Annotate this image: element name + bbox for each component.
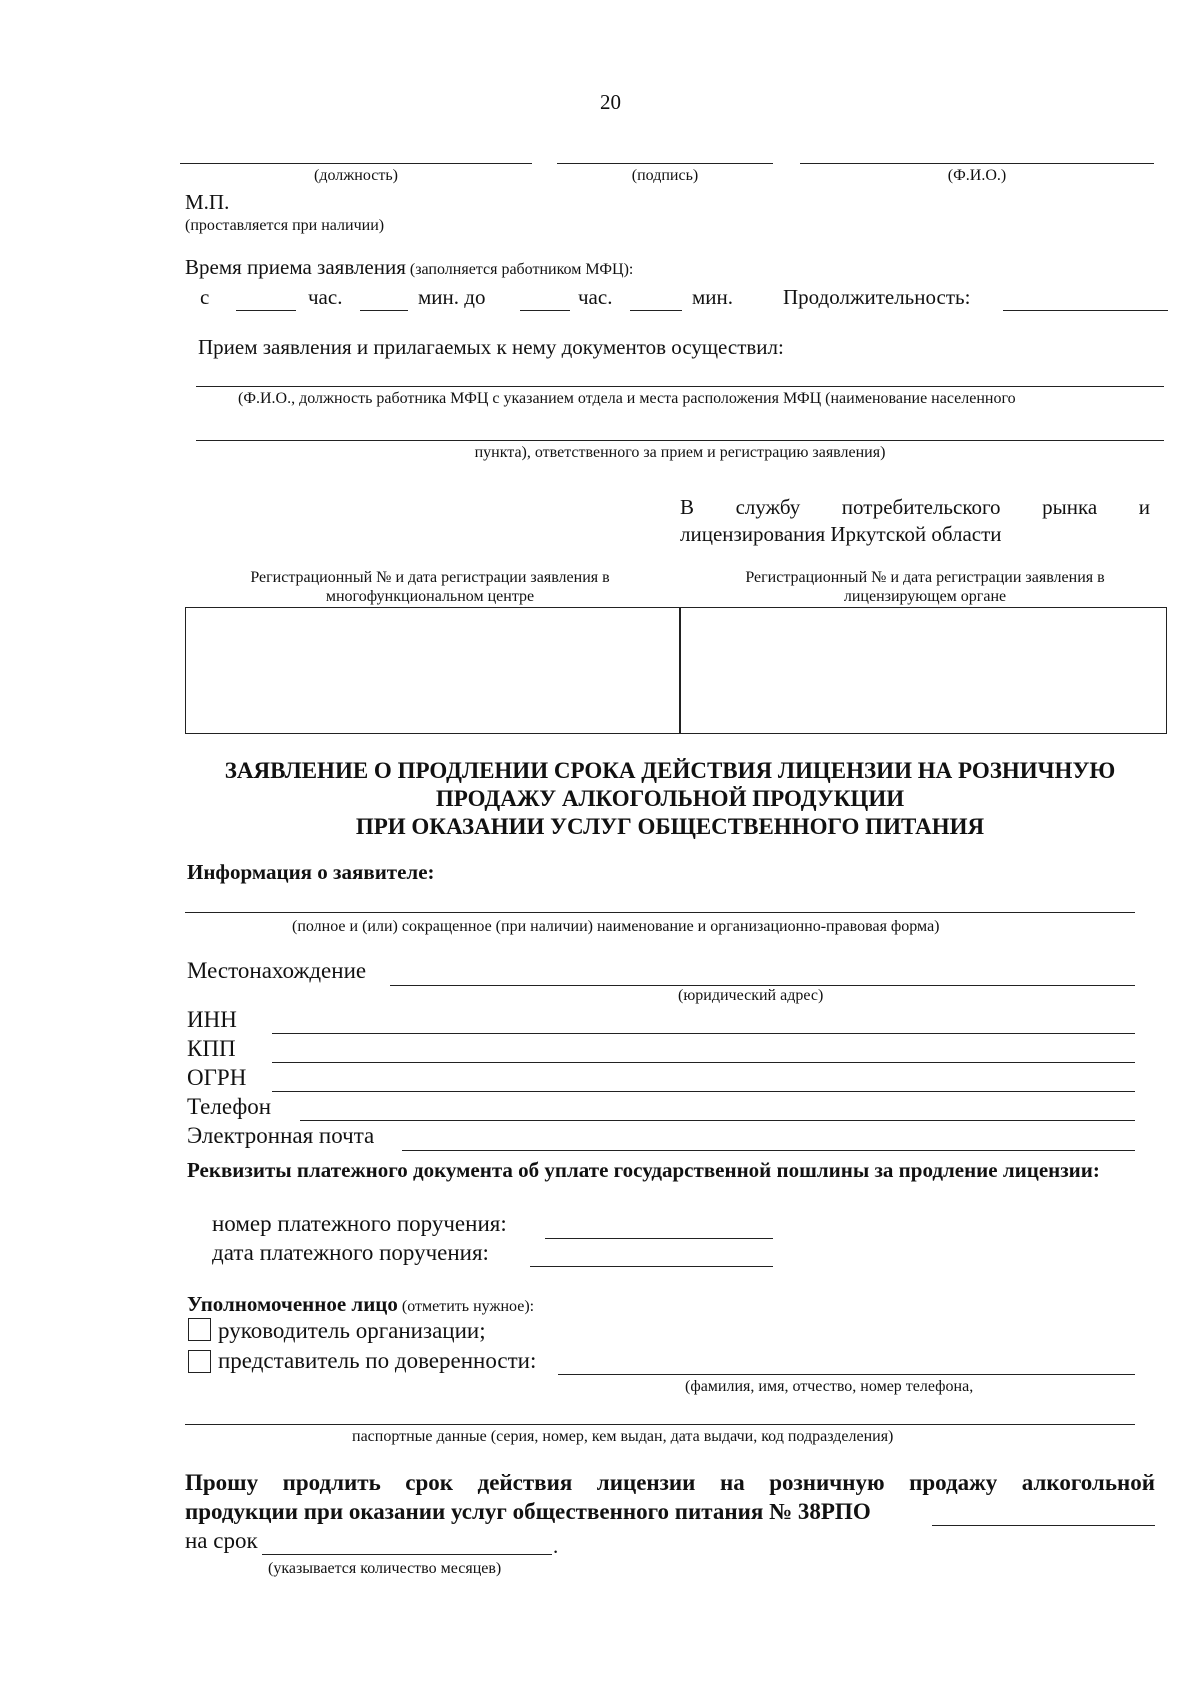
accepted-by-line-2[interactable] bbox=[196, 440, 1164, 441]
kpp-label: КПП bbox=[187, 1036, 236, 1061]
hours-label-2: час. bbox=[578, 285, 613, 309]
location-label: Местонахождение bbox=[187, 958, 367, 983]
phone-field[interactable] bbox=[300, 1120, 1135, 1121]
stamp-label: М.П. bbox=[185, 190, 230, 214]
director-option-label: руководитель организации; bbox=[218, 1318, 486, 1343]
signature-line bbox=[557, 163, 773, 164]
fio-line bbox=[800, 163, 1154, 164]
minutes-label-2: мин. bbox=[692, 285, 734, 309]
passport-field[interactable] bbox=[185, 1424, 1135, 1425]
representative-option-label: представитель по доверенности: bbox=[218, 1348, 537, 1373]
hours-to-field[interactable] bbox=[520, 310, 570, 311]
location-field[interactable] bbox=[390, 985, 1135, 986]
request-line-1: Прошу продлить срок действия лицензии на розничную продажу алкогольной bbox=[185, 1470, 1155, 1495]
hours-from-field[interactable] bbox=[236, 310, 296, 311]
registration-mfc-cell[interactable] bbox=[185, 607, 680, 734]
term-label: на срок bbox=[185, 1528, 258, 1553]
minutes-to-field[interactable] bbox=[630, 310, 682, 311]
accepted-by-line-1[interactable] bbox=[196, 386, 1164, 387]
term-field[interactable] bbox=[262, 1554, 552, 1555]
ogrn-label: ОГРН bbox=[187, 1065, 247, 1090]
registration-right-header: Регистрационный № и дата регистрации заявления в лицензирующем органе bbox=[745, 569, 1105, 605]
duration-field[interactable] bbox=[1003, 310, 1168, 311]
authorized-note: (отметить нужное): bbox=[401, 1298, 535, 1315]
title-line-2: ПРОДАЖУ АЛКОГОЛЬНОЙ ПРОДУКЦИИ bbox=[435, 786, 905, 811]
payment-number-field[interactable] bbox=[545, 1238, 773, 1239]
payment-date-label: дата платежного поручения: bbox=[212, 1240, 489, 1265]
director-checkbox[interactable] bbox=[188, 1318, 211, 1341]
inn-label: ИНН bbox=[187, 1007, 237, 1032]
request-line-2: продукции при оказании услуг общественного питания № 38РПО bbox=[185, 1499, 871, 1524]
representative-checkbox[interactable] bbox=[188, 1350, 211, 1373]
payment-number-label: номер платежного поручения: bbox=[212, 1211, 507, 1236]
kpp-field[interactable] bbox=[272, 1062, 1135, 1063]
ogrn-field[interactable] bbox=[272, 1091, 1135, 1092]
stamp-note: (проставляется при наличии) bbox=[185, 217, 385, 234]
reception-time-heading: Время приема заявления bbox=[185, 255, 406, 279]
location-caption: (юридический адрес) bbox=[678, 987, 824, 1004]
applicant-name-field[interactable] bbox=[185, 912, 1135, 913]
from-label: с bbox=[200, 285, 210, 309]
email-field[interactable] bbox=[402, 1150, 1135, 1151]
applicant-name-caption: (полное и (или) сокращенное (при наличии) наименование и организационно-правовая форма) bbox=[292, 918, 940, 935]
accepted-by-caption-2: пункта), ответственного за прием и регистрацию заявления) bbox=[474, 444, 886, 461]
representative-caption-1: (фамилия, имя, отчество, номер телефона, bbox=[685, 1378, 974, 1395]
term-caption: (указывается количество месяцев) bbox=[268, 1560, 502, 1577]
representative-field[interactable] bbox=[558, 1374, 1135, 1375]
duration-label: Продолжительность: bbox=[783, 285, 971, 309]
minutes-to-label: мин. до bbox=[418, 285, 486, 309]
position-line bbox=[180, 163, 532, 164]
applicant-heading: Информация о заявителе: bbox=[187, 860, 435, 884]
fio-label: (Ф.И.О.) bbox=[947, 167, 1007, 184]
license-number-field[interactable] bbox=[932, 1525, 1155, 1526]
reception-time-note: (заполняется работником МФЦ): bbox=[409, 261, 634, 278]
representative-caption-2: паспортные данные (серия, номер, кем выдан, дата выдачи, код подразделения) bbox=[352, 1428, 894, 1445]
email-label: Электронная почта bbox=[187, 1123, 375, 1148]
addressee-line-2: лицензирования Иркутской области bbox=[680, 522, 1002, 546]
page-number: 20 bbox=[600, 90, 621, 114]
hours-label: час. bbox=[308, 285, 343, 309]
phone-label: Телефон bbox=[187, 1094, 272, 1119]
title-line-3: ПРИ ОКАЗАНИИ УСЛУГ ОБЩЕСТВЕННОГО ПИТАНИЯ bbox=[355, 814, 985, 839]
term-period: . bbox=[553, 1534, 559, 1558]
accepted-by-heading: Прием заявления и прилагаемых к нему документов осуществил: bbox=[198, 335, 784, 359]
title-line-1: ЗАЯВЛЕНИЕ О ПРОДЛЕНИИ СРОКА ДЕЙСТВИЯ ЛИЦЕНЗИИ НА РОЗНИЧНУЮ bbox=[224, 758, 1116, 783]
addressee-line-1: В службу потребительского рынка и bbox=[680, 495, 1150, 519]
inn-field[interactable] bbox=[272, 1033, 1135, 1034]
registration-licensing-cell[interactable] bbox=[680, 607, 1167, 734]
authorized-heading: Уполномоченное лицо bbox=[187, 1292, 398, 1316]
registration-left-header: Регистрационный № и дата регистрации заявления в многофункциональном центре bbox=[250, 569, 610, 605]
payment-heading: Реквизиты платежного документа об уплате государственной пошлины за продление лицензии: bbox=[187, 1158, 1100, 1182]
payment-date-field[interactable] bbox=[530, 1266, 773, 1267]
minutes-from-field[interactable] bbox=[360, 310, 408, 311]
position-label: (должность) bbox=[314, 167, 398, 184]
accepted-by-caption-1: (Ф.И.О., должность работника МФЦ с указанием отдела и места расположения МФЦ (наименование населенного bbox=[238, 390, 1016, 407]
signature-label: (подпись) bbox=[631, 167, 699, 184]
